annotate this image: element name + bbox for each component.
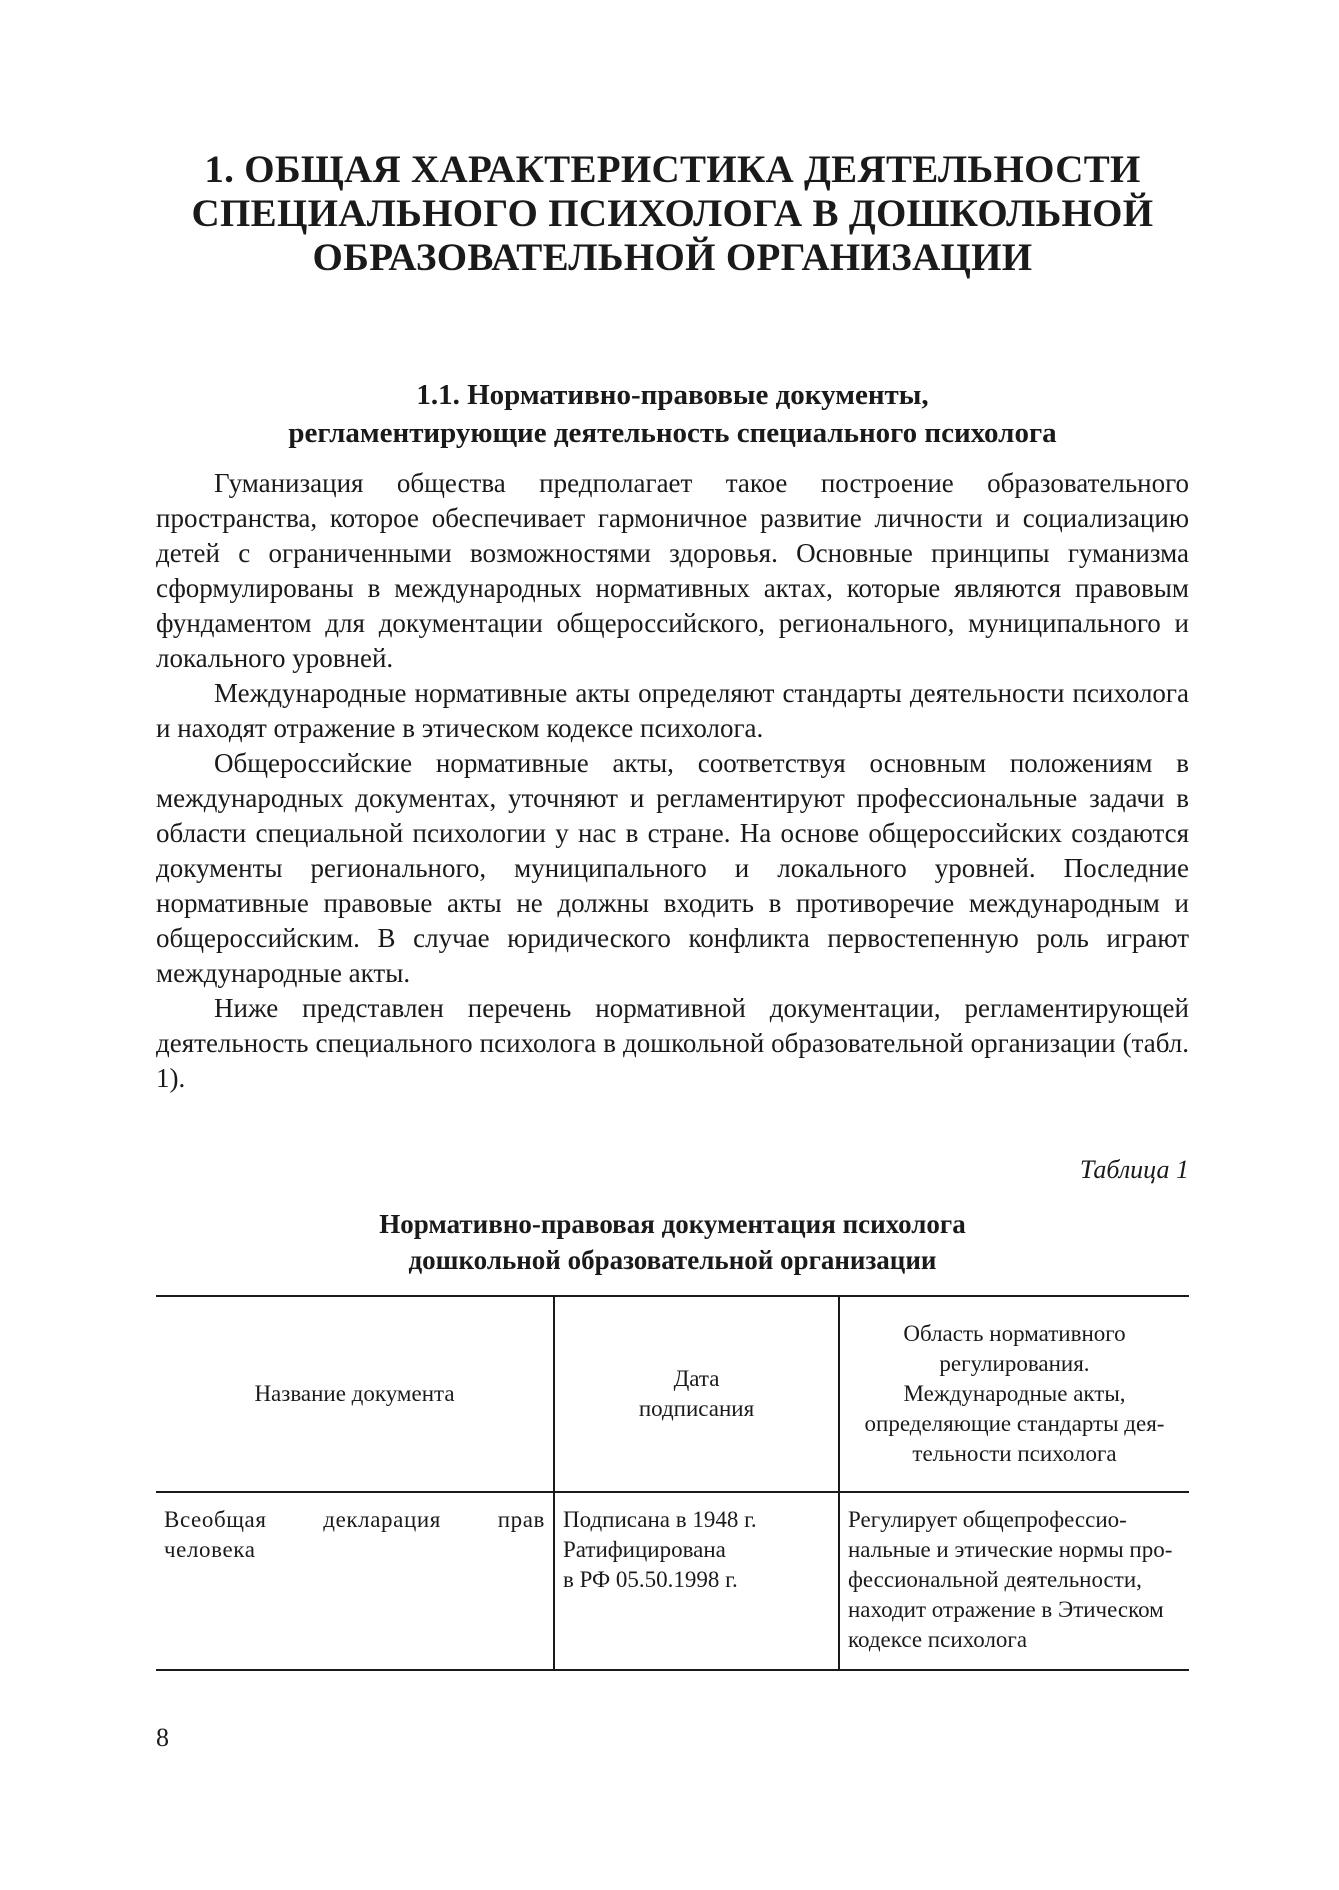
header-regulation-area (839, 1296, 1189, 1492)
table-header-row (156, 1296, 1189, 1492)
cell-line: Подписана в 1948 г. (563, 1507, 757, 1532)
cell-line: Регулирует общепрофессио- (848, 1507, 1127, 1532)
section-title-line: регламентирующие деятельность специального психолога (288, 417, 1057, 449)
table-title (156, 1206, 1189, 1278)
cell-line: нальные и этические нормы про- (848, 1537, 1173, 1562)
cell-signing-date (554, 1492, 839, 1670)
header-line: регулирования. (939, 1351, 1090, 1376)
body-text (156, 466, 1189, 1096)
header-line: Международные акты, (903, 1381, 1126, 1406)
cell-line: Ратифицирована (563, 1537, 726, 1562)
table-row (156, 1492, 1189, 1670)
header-signing-date (554, 1296, 839, 1492)
regulations-table (156, 1295, 1189, 1671)
table-title-line: Нормативно-правовая документация психолога (379, 1209, 966, 1239)
table-label: Таблица 1 (1079, 1155, 1189, 1184)
section-title (156, 376, 1189, 452)
header-line: тельности психолога (912, 1441, 1117, 1466)
table-title-line: дошкольной образовательной организации (408, 1245, 937, 1275)
paragraph: Гуманизация общества предполагает такое построение образовательного пространства, которое обеспечивает гармоничное развитие личности и социализацию детей с ограниченными возможностями здоровья. Основные принципы гуманизма сформулированы в международных нормативных актах, которые являются правовым фундаментом для документации общероссийского, регионального, муниципального и локального уровней. (156, 468, 1189, 673)
cell-line: Всеобщая декларация прав (164, 1507, 545, 1532)
header-line: подписания (638, 1396, 755, 1421)
header-line: определяющие стандарты дея- (864, 1411, 1165, 1436)
header-document-name (156, 1296, 554, 1492)
cell-document-name (156, 1492, 554, 1670)
paragraph: Ниже представлен перечень нормативной документации, регламентирующей деятельность специального психолога в дошкольной образовательной организации (табл. 1). (156, 993, 1189, 1093)
header-line: Дата (673, 1366, 720, 1391)
chapter-title-line: 1. ОБЩАЯ ХАРАКТЕРИСТИКА ДЕЯТЕЛЬНОСТИ (204, 148, 1141, 191)
cell-line: в РФ 05.50.1998 г. (563, 1567, 738, 1592)
paragraph: Международные нормативные акты определяют стандарты деятельности психолога и находят отражение в этическом кодексе психолога. (156, 678, 1189, 743)
cell-line: находит отражение в Этическом (848, 1597, 1164, 1622)
cell-line: фессиональной деятельности, (848, 1567, 1142, 1592)
page-number: 8 (156, 1723, 169, 1752)
cell-regulation-area (839, 1492, 1189, 1670)
chapter-title-line: ОБРАЗОВАТЕЛЬНОЙ ОРГАНИЗАЦИИ (312, 236, 1033, 279)
chapter-title (156, 148, 1189, 280)
paragraph: Общероссийские нормативные акты, соответствуя основным положениям в международных документах, уточняют и регламентируют профессиональные задачи в области специальной психологии у нас в стране. На основе общероссийских создаются документы регионального, муниципального и локального уровней. Последние нормативные правовые акты не должны входить в противоречие международным и общероссийским. В случае юридического конфликта первостепенную роль играют международные акты. (156, 748, 1189, 988)
cell-line: кодексе психолога (848, 1627, 1028, 1652)
section-title-line: 1.1. Нормативно-правовые документы, (416, 379, 929, 411)
cell-line: человека (164, 1537, 256, 1562)
chapter-title-line: СПЕЦИАЛЬНОГО ПСИХОЛОГА В ДОШКОЛЬНОЙ (191, 192, 1154, 235)
header-line: Область нормативного (903, 1321, 1126, 1346)
header-document-name-text: Название документа (254, 1381, 455, 1406)
